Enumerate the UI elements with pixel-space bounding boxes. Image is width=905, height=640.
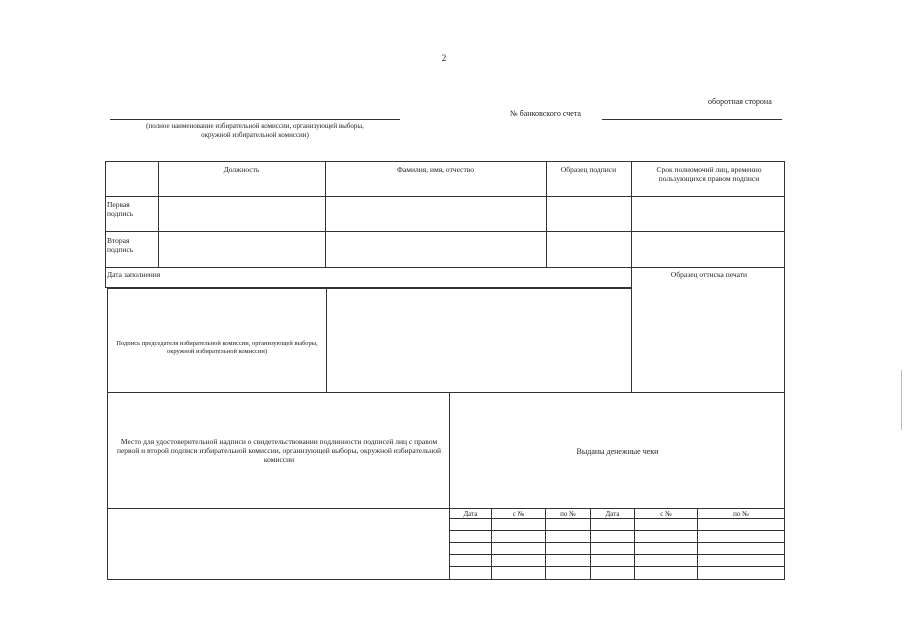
date-filled-label: Дата заполнения: [107, 270, 161, 279]
seal-sample-label: Образец оттиска печати: [670, 270, 748, 279]
row-first-signature: Первая подпись: [107, 200, 134, 218]
chairman-signature-area: [326, 288, 632, 393]
cheques-header-to-2: по №: [733, 510, 749, 518]
commission-name-line: [110, 119, 400, 120]
row-second-signature: Вторая подпись: [107, 236, 134, 254]
cheques-row-divider-3: [449, 542, 785, 543]
scan-edge-mark: [901, 370, 902, 430]
col-divider-2: [325, 161, 326, 267]
cheques-header-date-1: Дата: [463, 510, 478, 518]
account-number-line: [602, 119, 782, 120]
row-divider-1: [105, 196, 785, 197]
chairman-signature-caption: Подпись председателя избирательной комиссии, организующей выборы, окружной избирательной комиссии): [116, 340, 318, 355]
col-divider-3: [546, 161, 547, 267]
row-divider-2: [105, 231, 785, 232]
cheques-row-divider-4: [449, 554, 785, 555]
header-position: Должность: [223, 165, 260, 174]
col-divider-1: [158, 161, 159, 267]
reverse-side-label: оборотная сторона: [708, 97, 772, 106]
cheques-header-from-2: с №: [660, 510, 672, 518]
header-signature-sample: Образец подписи: [560, 165, 617, 174]
cheques-header-to-1: по №: [560, 510, 576, 518]
row-divider-3: [105, 267, 785, 268]
cheques-row-divider-5: [449, 566, 785, 567]
account-number-label: № банковского счета: [510, 109, 581, 118]
page-number: 2: [441, 53, 447, 63]
table-top-border: [105, 161, 785, 162]
commission-caption: (полное наименование избирательной комиссии, организующей выборы, окружной избирательной комиссии): [146, 122, 364, 139]
certification-text: Место для удостоверительной надписи о свидетельствовании подлинности подписей лиц с правом первой и второй подписи избирательной комиссии, организующей выборы, окружной избирательной комиссии: [116, 437, 442, 464]
cheques-row-divider-2: [449, 530, 785, 531]
cheques-header-date-2: Дата: [605, 510, 620, 518]
cheques-header-from-1: с №: [512, 510, 525, 518]
bottom-left-box: [107, 508, 450, 580]
cheques-issued-label: Выданы денежные чеки: [576, 447, 659, 456]
table-left-border: [105, 161, 106, 288]
header-fullname: Фамилия, имя, отчество: [397, 165, 474, 174]
header-term: Срок полномочий лиц, временно пользующихся правом подписи: [656, 165, 762, 183]
